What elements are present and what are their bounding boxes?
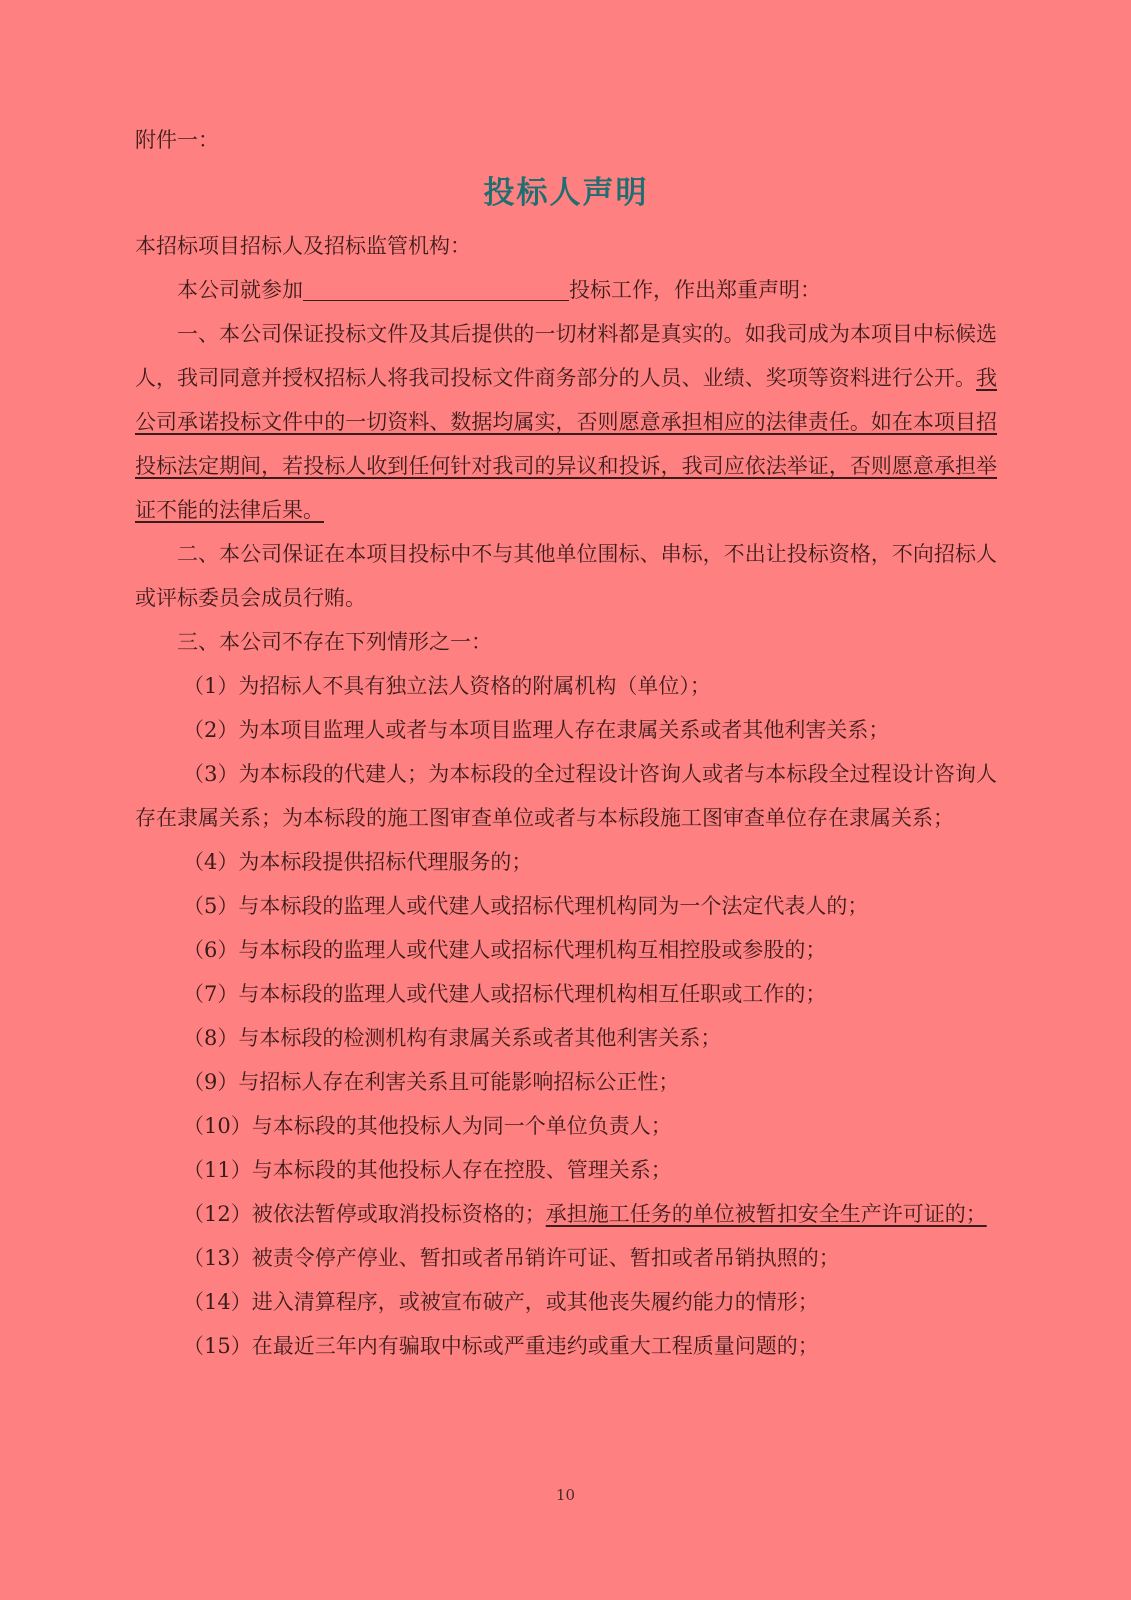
list-item-7: （7）与本标段的监理人或代建人或招标代理机构相互任职或工作的； <box>183 982 827 1006</box>
list-item-4: （4）为本标段提供招标代理服务的； <box>183 850 533 874</box>
list-item-14: （14）进入清算程序，或被宣布破产，或其他丧失履约能力的情形； <box>183 1290 819 1314</box>
list-item-9: （9）与招标人存在利害关系且可能影响招标公正性； <box>183 1070 680 1094</box>
intro-after: 投标工作，作出郑重声明： <box>569 278 821 302</box>
clause-1-plain: 一、本公司保证投标文件及其后提供的一切材料都是真实的。如我司成为本项目中标候选人，我司同意并授权招标人将我司投标文件商务部分的人员、业绩、奖项等资料进行公开。 <box>135 322 997 390</box>
list-item-11: （11）与本标段的其他投标人存在控股、管理关系； <box>183 1158 672 1182</box>
list-item-8: （8）与本标段的检测机构有隶属关系或者其他利害关系； <box>183 1026 722 1050</box>
addressee: 本招标项目招标人及招标监管机构： <box>135 234 471 258</box>
clause-2: 二、本公司保证在本项目投标中不与其他单位围标、串标，不出让投标资格，不向招标人或评标委员会成员行贿。 <box>135 542 997 610</box>
list-item-12-plain: （12）被依法暂停或取消投标资格的； <box>183 1202 546 1226</box>
document-body <box>135 118 997 1368</box>
page-number: 10 <box>555 1486 576 1504</box>
attachment-label: 附件一： <box>135 128 219 152</box>
list-item-5: （5）与本标段的监理人或代建人或招标代理机构同为一个法定代表人的； <box>183 894 869 918</box>
list-item-10: （10）与本标段的其他投标人为同一个单位负责人； <box>183 1114 672 1138</box>
list-item-1: （1）为招标人不具有独立法人资格的附属机构（单位）； <box>183 674 711 698</box>
intro-line <box>135 268 997 312</box>
list-item-2: （2）为本项目监理人或者与本项目监理人存在隶属关系或者其他利害关系； <box>183 718 890 742</box>
list-item-13: （13）被责令停产停业、暂扣或者吊销许可证、暂扣或者吊销执照的； <box>183 1246 840 1270</box>
project-name-blank <box>303 276 569 301</box>
clause-1 <box>135 312 997 532</box>
list-item-3: （3）为本标段的代建人；为本标段的全过程设计咨询人或者与本标段全过程设计咨询人存在隶属关系；为本标段的施工图审查单位或者与本标段施工图审查单位存在隶属关系； <box>135 762 997 830</box>
document-title: 投标人声明 <box>483 175 649 211</box>
clause-3: 三、本公司不存在下列情形之一： <box>177 630 492 654</box>
list-item-12 <box>135 1192 997 1236</box>
list-item-12-underlined: 承担施工任务的单位被暂扣安全生产许可证的； <box>545 1202 987 1226</box>
clause-1-underlined: 我公司承诺投标文件中的一切资料、数据均属实，否则愿意承担相应的法律责任。如在本项目招投标法定期间，若投标人收到任何针对我司的异议和投诉，我司应依法举证，否则愿意承担举证不能的法律后果。 <box>135 366 997 522</box>
list-item-15: （15）在最近三年内有骗取中标或严重违约或重大工程质量问题的； <box>183 1334 819 1358</box>
list-item-6: （6）与本标段的监理人或代建人或招标代理机构互相控股或参股的； <box>183 938 827 962</box>
intro-before: 本公司就参加 <box>177 278 303 302</box>
